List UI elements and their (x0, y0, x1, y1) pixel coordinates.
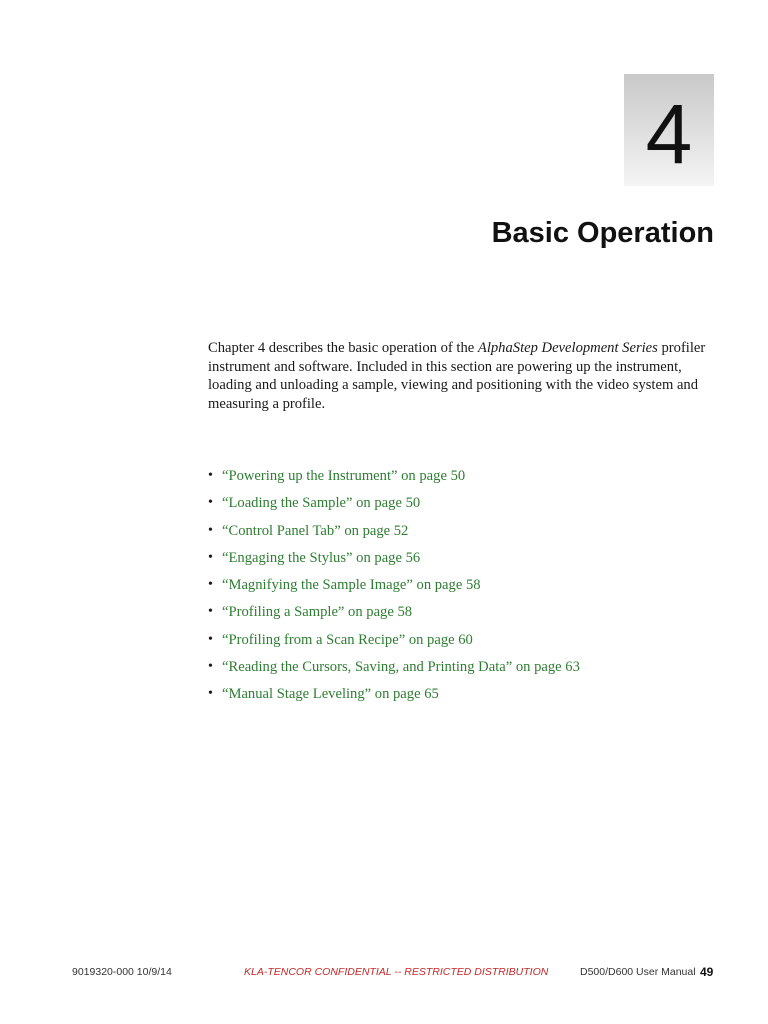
chapter-title: Basic Operation (491, 217, 714, 249)
bullet-icon: • (208, 659, 213, 675)
list-item (208, 547, 718, 574)
bullet-icon: • (208, 577, 213, 593)
list-item (208, 465, 718, 492)
toc-link-engaging-stylus[interactable]: “Engaging the Stylus” on page 56 (222, 549, 421, 566)
list-item (208, 574, 718, 601)
bullet-icon: • (208, 686, 213, 702)
toc-link-reading-cursors[interactable]: “Reading the Cursors, Saving, and Printing Data” on page 63 (222, 659, 580, 676)
list-item (208, 492, 718, 519)
footer-confidential-notice: KLA-TENCOR CONFIDENTIAL -- RESTRICTED DISTRIBUTION (244, 966, 549, 978)
intro-text-part2: profiler instrument and software. Included in this section are powering up the instrument, loading and unloading a sample, viewing and positioning with the video system and measuring a profile. (208, 340, 706, 412)
bullet-icon: • (208, 631, 213, 647)
bullet-icon: • (208, 549, 213, 565)
page-number: 49 (700, 965, 714, 979)
list-item (208, 520, 718, 547)
bullet-icon: • (208, 604, 213, 620)
intro-text-part1: Chapter 4 describes the basic operation of the (208, 340, 478, 356)
toc-link-profiling-sample[interactable]: “Profiling a Sample” on page 58 (222, 604, 413, 621)
toc-link-loading-sample[interactable]: “Loading the Sample” on page 50 (222, 495, 421, 512)
toc-link-scan-recipe[interactable]: “Profiling from a Scan Recipe” on page 60 (222, 631, 473, 648)
chapter-contents-list (208, 465, 718, 711)
list-item (208, 656, 718, 683)
bullet-icon: • (208, 495, 213, 511)
toc-link-powering-up[interactable]: “Powering up the Instrument” on page 50 (222, 468, 466, 484)
list-item (208, 629, 718, 656)
chapter-number: 4 (645, 87, 693, 181)
footer-document-id: 9019320-000 10/9/14 (72, 966, 172, 978)
bullet-icon: • (208, 468, 213, 483)
toc-link-magnifying-image[interactable]: “Magnifying the Sample Image” on page 58 (222, 577, 481, 594)
intro-paragraph (208, 339, 718, 413)
list-item (208, 683, 718, 710)
page-footer (0, 962, 768, 982)
bullet-icon: • (208, 522, 213, 538)
footer-manual-title: D500/D600 User Manual (580, 966, 696, 978)
toc-link-manual-stage-leveling[interactable]: “Manual Stage Leveling” on page 65 (222, 686, 439, 703)
toc-link-control-panel-tab[interactable]: “Control Panel Tab” on page 52 (222, 522, 409, 539)
product-name: AlphaStep Development Series (477, 340, 658, 356)
chapter-number-box (624, 74, 714, 186)
list-item (208, 601, 718, 628)
